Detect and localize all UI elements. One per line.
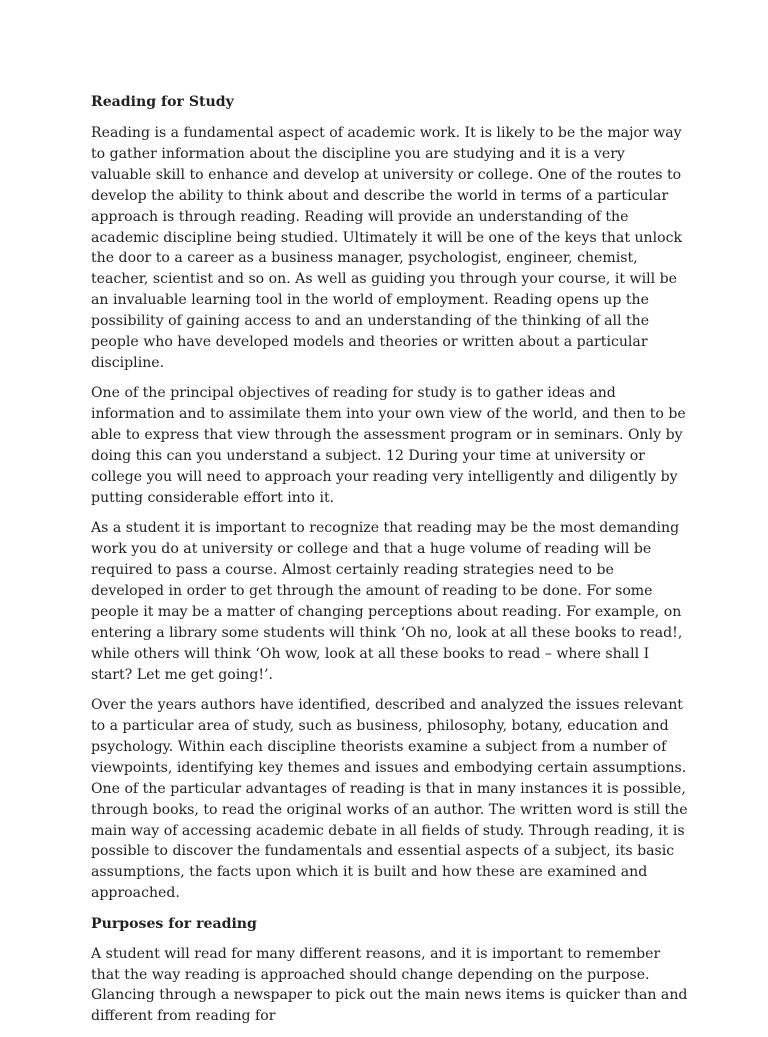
paragraph: Over the years authors have identified, described and analyzed the issues relevant to a particular area of study, such as business, philosophy, botany, education and psychology. Within each discipline theorists examine a subject from a number of viewpoints, identifying key themes and issues and embodying certain assumptions. One of the particular advantages of reading is that in many instances it is possible, through books, to read the original works of an author. The written word is still the main way of accessing academic debate in all fields of study. Through reading, it is possible to discover the fundamentals and essential aspects of a subject, its basic assumptions, the facts upon which it is built and how these are examined and approached.: [91, 697, 688, 902]
section-heading: Purposes for reading: [91, 915, 257, 932]
document-title: Reading for Study: [91, 94, 234, 110]
paragraph: Reading is a fundamental aspect of academic work. It is likely to be the major way to gather information about the discipline you are studying and it is a very valuable skill to enhance and develop at university or college. One of the routes to develop the ability to think about and describe the world in terms of a particular approach is through reading. Reading will provide an understanding of the academic discipline being studied. Ultimately it will be one of the keys that unlock the door to a career as a business manager, psychologist, engineer, chemist, teacher, scientist and so on. As well as guiding you through your course, it will be an invaluable learning tool in the world of employment. Reading opens up the possibility of gaining access to and an understanding of the thinking of all the people who have developed models and theories or written about a particular discipline.: [91, 125, 683, 371]
paragraph: One of the principal objectives of reading for study is to gather ideas and information and to assimilate them into your own view of the world, and then to be able to express that view through the assessment program or in seminars. Only by doing this can you understand a subject. 12 During your time at university or college you will need to approach your reading very intelligently and diligently by putting considerable effort into it.: [91, 385, 686, 506]
document-page: [91, 92, 688, 1037]
paragraph: As a student it is important to recognize that reading may be the most demanding work you do at university or college and that a huge volume of reading will be required to pass a course. Almost certainly reading strategies need to be developed in order to get through the amount of reading to be done. For some people it may be a matter of changing perceptions about reading. For example, on entering a library some students will think ‘Oh no, look at all these books to read!, while others will think ‘Oh wow, look at all these books to read – where shall I start? Let me get going!’.: [91, 520, 683, 683]
paragraph: A student will read for many different reasons, and it is important to remember that the way reading is approached should change depending on the purpose. Glancing through a newspaper to pick out the main news items is quicker than and different from reading for: [91, 945, 688, 1025]
